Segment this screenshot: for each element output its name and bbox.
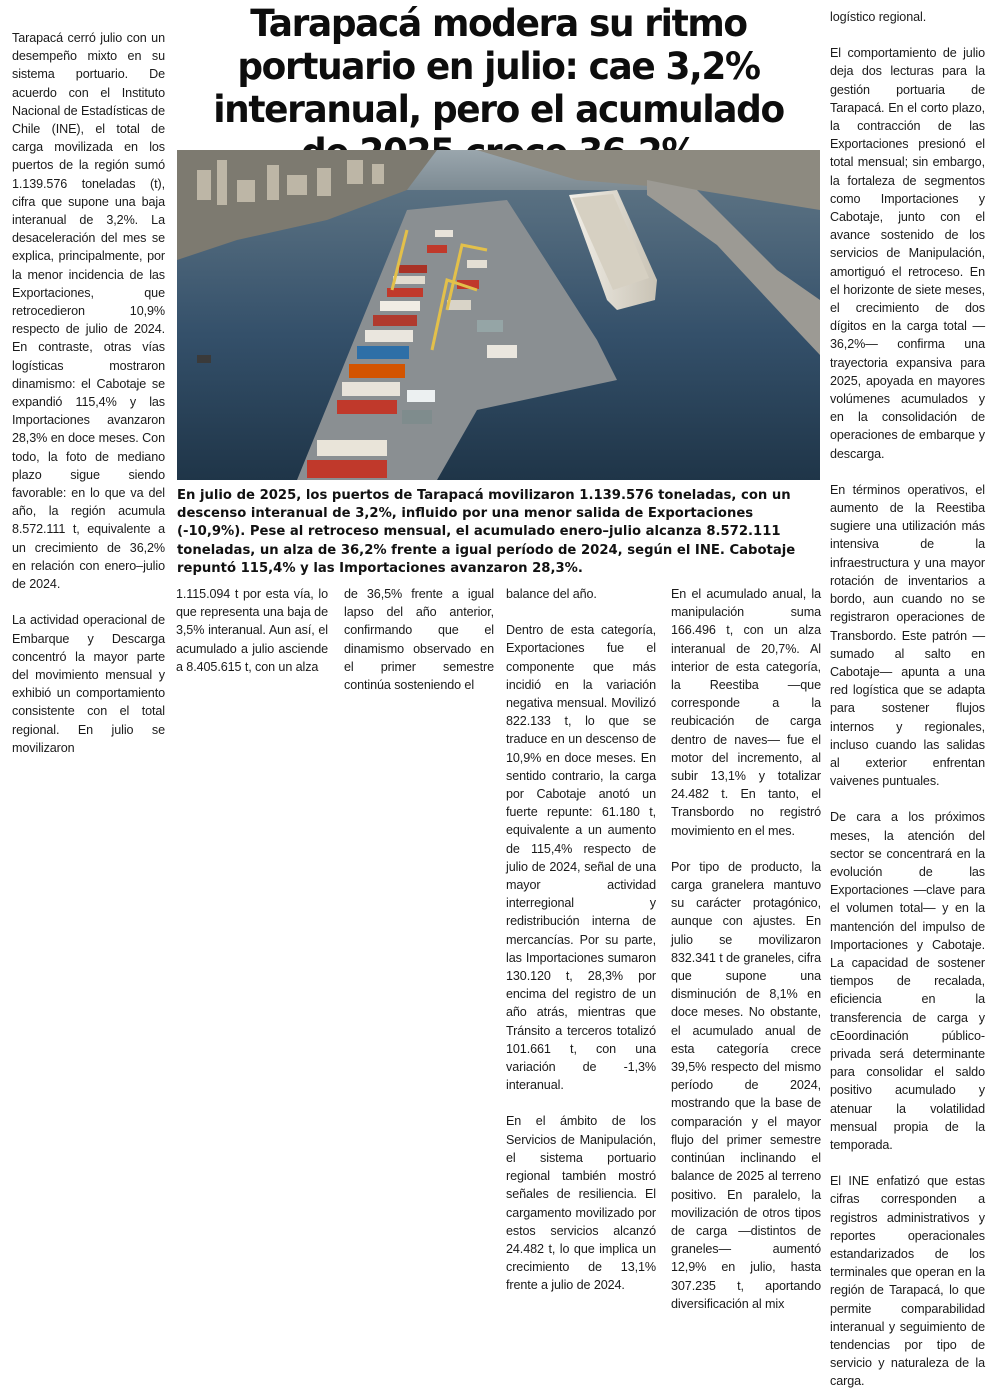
col4-paragraph-2: Por tipo de producto, la carga granelera mantuvo su carácter protagónico, aunque con ajustes. En julio se movilizaron 832.341 t de graneles, cifra que supone una disminución de 8,1% en doce meses. No obstante, el acumulado anual de esta categoría crece 39,5% respecto del mismo período de 2024, mostrando que la base de comparación y el mayor flujo del primer semestre continúan inclinando el balance de 2025 al terreno positivo. En paralelo, la movilización de otros tipos de carga —distintos de graneles— aumentó 12,9% en julio, hasta 307.235 t, aportando diversificación al mix — [671, 859, 821, 1311]
lead-paragraph: En julio de 2025, los puertos de Tarapacá movilizaron 1.139.576 toneladas, con un descenso interanual de 3,2%, influido por una menor salida de Exportaciones (-10,9%). Pese al retroceso mensual, el acumulado enero–julio alcanza 8.572.111 toneladas, un alza de 36,2% frente a igual período de 2024, según el INE. Cabotaje repuntó 115,4% y las Importaciones avanzaron 28,3%. — [177, 488, 796, 576]
right-paragraph-3: En términos operativos, el aumento de la Reestiba sugiere una utilización más intensiva de la infraestructura y una mayor rotación de inventarios a bordo, aun cuando no se registraron operaciones de Transbordo. Este patrón —sumado al salto en Cabotaje— apunta a una red logística que se adapta para sostener flujos internos y regionales, incluso cuando las salidas al exterior enfrentan vaivenes puntuales. — [830, 482, 985, 789]
body-column-2 — [344, 585, 494, 694]
col3-paragraph-1: balance del año. — [506, 587, 597, 601]
col3-paragraph-2: Dentro de esta categoría, Exportaciones fue el componente que más incidió en la variación negativa mensual. Movilizó 822.133 t, lo que se traduce en un descenso de 10,9% en doce meses. En sentido contrario, la carga por Cabotaje anotó un fuerte repunte: 61.180 t, equivalente a un aumento de 115,4% respecto de julio de 2024, señal de una mayor actividad interregional y redistribución interna de mercancías. Por su parte, las Importaciones sumaron 130.120 t, 28,3% por encima del registro de un año atrás, mientras que Tránsito a terceros totalizó 101.661 t, con una variación de -1,3% interanual. — [506, 623, 656, 1093]
right-paragraph-4: De cara a los próximos meses, la atención del sector se concentrará en la evolución de las Exportaciones —clave para el volumen total— y en la mantención del impulso de Importaciones y Cabotaje. La capacidad de sostener tiempos de recalada, eficiencia en la transferencia de carga y cEoordinación público-privada será determinante para consolidar el saldo positivo acumulado y atenuar la volatilidad mensual propia de la temporada. — [830, 810, 985, 1152]
tug-boat — [197, 355, 211, 363]
body-column-4 — [671, 585, 821, 1313]
right-paragraph-1: logístico regional. — [830, 10, 927, 24]
port-aerial-photo — [177, 150, 820, 480]
right-paragraph-2: El comportamiento de julio deja dos lecturas para la gestión portuaria de Tarapacá. En el corto plazo, la contracción de las Exportaciones presionó el total mensual; sin embargo, la fortaleza de segmentos como Importaciones y Cabotaje, junto con el avance sostenido de los servicios de Manipulación, amortiguó el retroceso. En el horizonte de siete meses, el crecimiento de dos dígitos en la carga total —36,2%— confirma una trayectoria expansiva para 2025, apoyada en mayores volúmenes acumulados y en la consolidación de operaciones de embarque y descarga. — [830, 46, 985, 461]
col1-paragraph-1: 1.115.094 t por esta vía, lo que representa una baja de 3,5% interanual. Aun así, el acumulado a julio asciende a 8.405.615 t, con un alza — [176, 587, 328, 674]
col4-paragraph-1: En el acumulado anual, la manipulación suma 166.496 t, con un alza interanual de 20,7%. Al interior de esta categoría, la Reestiba —que corresponde a la reubicación de carga dentro de naves— fue el motor del incremento, al subir 13,1% y totalizar 24.482 t. En tanto, el Transbordo no registró movimiento en el mes. — [671, 587, 821, 838]
col2-paragraph-1: de 36,5% frente a igual lapso del año anterior, confirmando que el dinamismo observado en el primer semestre continúa sosteniendo el — [344, 587, 494, 693]
headline: Tarapacá modera su ritmo portuario en julio: cae 3,2% interanual, pero el acumulado — [213, 2, 784, 131]
left-paragraph-1: Tarapacá cerró julio con un desempeño mixto en su sistema portuario. De acuerdo con el Instituto Nacional de Estadísticas de Chile (INE), el total de carga movilizada en los puertos de la región sumó 1.139.576 toneladas (t), cifra que supone una baja interanual de 3,2%. La desaceleración del mes se explica, principalmente, por la menor incidencia de las Exportaciones, que retrocedieron 10,9% respecto de julio de 2024. En contraste, otras vías logísticas mostraron dinamismo: el Cabotaje se expandió 115,4% y las Importaciones avanzaron 28,3% en doce meses. Con todo, la foto de mediano plazo sigue siendo favorable: en lo que va del año, la región acumula 8.572.111 t, equivalente a un crecimiento de 36,2% en relación con enero–julio de 2024. — [12, 31, 165, 592]
left-column — [12, 29, 165, 757]
right-column — [830, 8, 985, 1391]
right-paragraph-5: El INE enfatizó que estas cifras corresponden a registros administrativos y reportes operacionales estandarizados de los terminales que operan en la región de Tarapacá, lo que permite comparabilidad interanual y seguimiento de tendencias por tipo de servicio y naturaleza de la carga. — [830, 1174, 985, 1389]
col3-paragraph-3: En el ámbito de los Servicios de Manipulación, el sistema portuario regional también mostró señales de resiliencia. El cargamento movilizado por estos servicios alcanzó 24.482 t, lo que implica un crecimiento de 13,1% frente a julio de 2024. — [506, 1114, 656, 1293]
left-paragraph-2: La actividad operacional de Embarque y Descarga concentró la mayor parte del movimiento mensual y exhibió un comportamiento consistente con el total regional. En julio se movilizaron — [12, 613, 165, 755]
body-column-3 — [506, 585, 656, 1295]
body-column-1 — [176, 585, 328, 676]
